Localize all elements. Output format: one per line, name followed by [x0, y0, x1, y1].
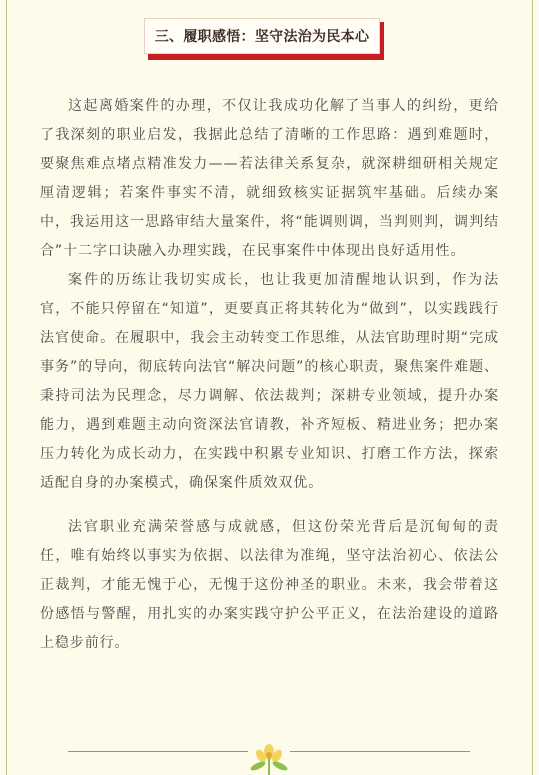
left-border-line — [6, 0, 7, 775]
footer-divider-right — [290, 751, 470, 752]
header-box — [144, 18, 380, 54]
paragraph-3: 法官职业充满荣誉感与成就感，但这份荣光背后是沉甸甸的责任，唯有始终以事实为依据、以法律为准绳，坚守法治初心、依法公正裁判，才能无愧于心，无愧于这份神圣的职业。未来，我会带着这份感悟与警醒，用扎实的办案实践守护公平正义，在法治建设的道路上稳步前行。 — [40, 519, 499, 651]
section-title: 三、履职感悟：坚守法治为民本心 — [154, 29, 370, 45]
section-header — [144, 18, 384, 60]
flower-icon — [248, 740, 290, 775]
paragraph-1: 这起离婚案件的办理，不仅让我成功化解了当事人的纠纷，更给了我深刻的职业启发，我据此总结了清晰的工作思路：遇到难题时，要聚焦难点堵点精准发力——若法律关系复杂，就深耕细研相关规定厘清逻辑；若案件事实不清，就细致核实证据筑牢基础。后续办案中，我运用这一思路审结大量案件，将“能调则调，当判则判，调判结合”十二字口诀融入办理实践，在民事案件中体现出良好适用性。 — [40, 98, 499, 259]
footer-divider-left — [68, 751, 248, 752]
article-body — [40, 92, 499, 658]
right-border-line — [532, 0, 533, 775]
paragraph-2: 案件的历练让我切实成长，也让我更加清醒地认识到，作为法官，不能只停留在“知道”，更要真正将其转化为“做到”，以实践践行法官使命。在履职中，我会主动转变工作思维，从法官助理时期“完成事务”的导向，彻底转向法官“解决问题”的核心职责，聚焦案件难题、秉持司法为民理念，尽力调解、依法裁判；深耕专业领域，提升办案能力，遇到难题主动向资深法官请教，补齐短板、精进业务；把办案压力转化为成长动力，在实践中积累专业知识、打磨工作方法，探索适配自身的办案模式，确保案件质效双优。 — [40, 272, 499, 491]
